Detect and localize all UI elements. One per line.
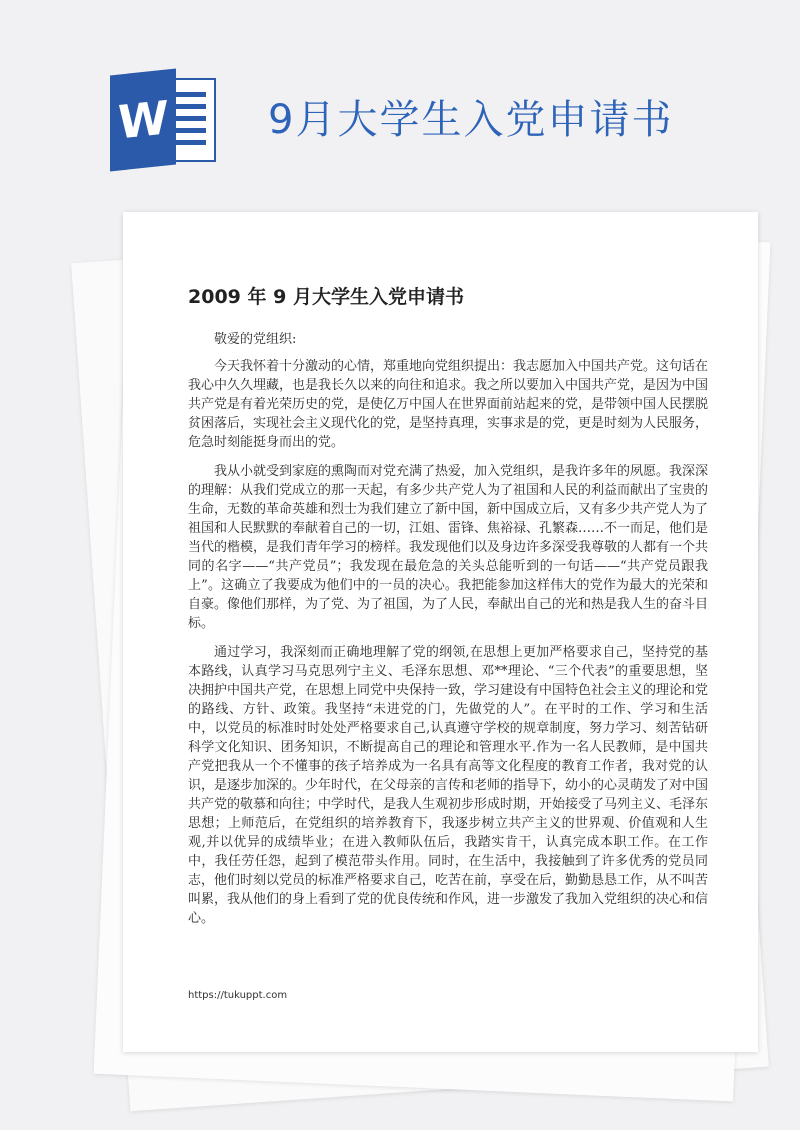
banner-header: [0, 0, 800, 200]
word-logo-letter: W: [117, 90, 169, 150]
document-body: [188, 330, 708, 938]
word-logo-badge: [110, 69, 176, 172]
body-paragraph: 通过学习，我深刻而正确地理解了党的纲领,在思想上更加严格要求自己，坚持党的基本路线，认真学习马克思列宁主义、毛泽东思想、邓**理论、“三个代表”的重要思想，坚决拥护中国共产党，在思想上同党中央保持一致，学习建设有中国特色社会主义的理论和党的路线、方针、政策。我坚持“未进党的门，先做党的人”。在平时的工作、学习和生活中，以党员的标准时时处处严格要求自己,认真遵守学校的规章制度，努力学习、刻苦钻研科学文化知识、团务知识，不断提高自己的理论和管理水平.作为一名人民教师，是中国共产党把我从一个不懂事的孩子培养成为一名具有高等文化程度的教育工作者，我对党的认识，是逐步加深的。少年时代，在父母亲的言传和老师的指导下，幼小的心灵萌发了对中国共产党的敬慕和向往；中学时代，是我人生观初步形成时期，开始接受了马列主义、毛泽东思想；上师范后，在党组织的培养教育下，我逐步树立共产主义的世界观、价值观和人生观,并以优异的成绩毕业；在进入教师队伍后，我踏实肯干，认真完成本职工作。在工作中，我任劳任怨，起到了模范带头作用。同时，在生活中，我接触到了许多优秀的党员同志，他们时刻以党员的标准严格要求自己，吃苦在前，享受在后，勤勤恳恳工作，从不叫苦叫累，我从他们的身上看到了党的优良传统和作风，进一步激发了我加入党组织的决心和信心。: [188, 645, 709, 926]
body-paragraph: 今天我怀着十分激动的心情，郑重地向党组织提出：我志愿加入中国共产党。这句话在我心中久久埋藏，也是我长久以来的向往和追求。我之所以要加入中国共产党，是因为中国共产党是有着光荣历史的党，是使亿万中国人在世界面前站起来的党，是带领中国人民摆脱贫困落后，实现社会主义现代化的党，是坚持真理，实事求是的党，更是时刻为人民服务，危急时刻能挺身而出的党。: [188, 359, 709, 450]
word-document-icon: [110, 72, 220, 168]
document-page: [123, 212, 758, 1052]
document-title: 2009 年 9 月大学生入党申请书: [188, 286, 464, 308]
salutation: 敬爱的党组织:: [214, 332, 297, 347]
source-url: https://tukuppt.com: [188, 990, 288, 1001]
page-title: 9月大学生入党申请书: [268, 97, 674, 143]
body-paragraph: 我从小就受到家庭的熏陶而对党充满了热爱，加入党组织，是我许多年的夙愿。我深深的理解：从我们党成立的那一天起，有多少共产党人为了祖国和人民的利益而献出了宝贵的生命，无数的革命英雄和烈士为我们建立了新中国，新中国成立后，又有多少共产党人为了祖国和人民默默的奉献着自己的一切，江姐、雷锋、焦裕禄、孔繁森……不一而足，他们是当代的楷模，是我们青年学习的榜样。我发现他们以及身边许多深受我尊敬的人都有一个共同的名字——“共产党员”；我发现在最危急的关头总能听到的一句话——“共产党员跟我上”。这确立了我要成为他们中的一员的决心。我把能参加这样伟大的党作为最大的光荣和自豪。像他们那样，为了党、为了祖国，为了人民，奉献出自己的光和热是我人生的奋斗目标。: [188, 464, 709, 631]
